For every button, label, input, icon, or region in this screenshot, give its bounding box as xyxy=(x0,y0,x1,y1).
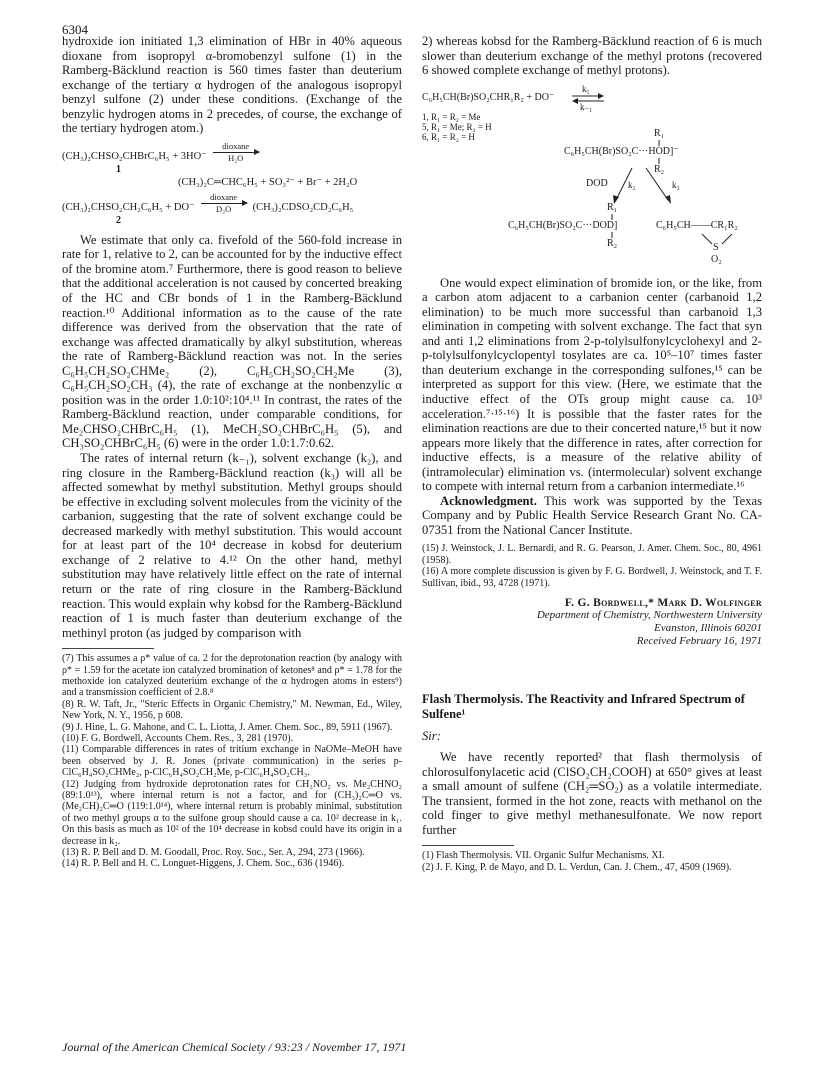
author-names: F. G. Bordwell,* Mark D. Wolfinger xyxy=(564,597,762,610)
footnote: (14) R. P. Bell and H. C. Longuet-Higgens, J. Chem. Soc., 636 (1946). xyxy=(62,858,345,870)
substituent-r2: R₂ xyxy=(607,237,618,249)
footnote-rule xyxy=(422,845,514,846)
left-column xyxy=(62,34,402,870)
rate-constant-k2: k₂ xyxy=(628,179,636,190)
affiliation-address: Evanston, Illinois 60201 xyxy=(654,622,762,635)
footnote: (10) F. G. Bordwell, Accounts Chem. Res., 3, 281 (1970). xyxy=(62,732,294,744)
salutation: Sir: xyxy=(422,729,441,744)
footnote: (8) R. W. Taft, Jr., "Steric Effects in Organic Chemistry," M. Newman, Ed., Wiley, New York, N. Y., 1956, p 608. xyxy=(62,698,402,722)
footnote: (15) J. Weinstock, J. L. Bernardi, and R. G. Pearson, J. Amer. Chem. Soc., 80, 4961 (1958). xyxy=(422,543,762,566)
carbanion-intermediate: C₆H₅CH(Br)SO₂C···HOD]⁻ xyxy=(564,145,679,157)
substituent-r2: R₂ xyxy=(654,163,665,175)
compound-number: 1 xyxy=(116,163,121,175)
rate-constant-k1: k₁ xyxy=(582,83,590,94)
reaction-scheme xyxy=(422,82,762,268)
equation-elimination xyxy=(62,142,402,227)
footnote: (16) A more complete discussion is given by F. G. Bordwell, J. Weinstock, and T. F. Sullivan, ibid., 93, 4728 (1971). xyxy=(422,566,762,589)
acknowledgment-heading: Acknowledgment. xyxy=(440,493,537,508)
body-paragraph: 2) whereas kobsd for the Ramberg-Bäcklund reaction of 6 is much slower than deuterium exchange of the methyl protons (recovered 6 showed complete exchange of methyl protons). xyxy=(422,34,762,78)
communication-title: Flash Thermolysis. The Reactivity and Infrared Spectrum of Sulfene¹ xyxy=(422,692,745,721)
body-paragraph: We have recently reported² that flash thermolysis of chlorosulfonylacetic acid (ClSO₂CH₂COOH) at 650° gives at least a small amount of sulfene (CH₂═SO₂) as a volatile intermediate. The transient, formed in the hot zone, reacts with methanol on the cold finger to give methyl methanesulfonate. We now report further xyxy=(422,750,762,837)
journal-footer: Journal of the American Chemical Society / 93:23 / November 17, 1971 xyxy=(62,1040,407,1054)
acknowledgment-text: This work was supported by the Texas Company and by Public Health Service Research Grant No. CA-07351 from the National Cancer Institute. xyxy=(422,493,763,537)
right-column xyxy=(422,34,762,873)
footnote-rule xyxy=(62,648,154,649)
equation-products: (CH₃)₂C═CHC₆H₅ + SO₃²⁻ + Br⁻ + 2H₂O xyxy=(178,176,358,188)
reaction-arrow xyxy=(213,142,259,163)
footnote: (2) J. F. King, P. de Mayo, and D. L. Verdun, Can. J. Chem., 47, 4509 (1969). xyxy=(422,861,732,873)
footnote: (13) R. P. Bell and D. M. Goodall, Proc. Roy. Soc., Ser. A, 294, 273 (1966). xyxy=(62,847,365,859)
compound-definition: 1, R₁ = R₂ = Me xyxy=(422,111,481,122)
rate-constant-k3: k₃ xyxy=(672,179,680,190)
received-date: Received February 16, 1971 xyxy=(636,635,762,648)
substituent-r1: R₁ xyxy=(607,201,618,213)
body-paragraph: The rates of internal return (k₋₁), solvent exchange (k₂), and ring closure in the Ramberg-Bäcklund reaction (k₃) will all be affected somewhat by methyl substitution. Methyl groups should be effective in excluding solvent molecules from the vicinity of the carbanion, suggesting that the rate of solvent exchange could be decreased markedly with methyl substitution. This would account for at least part of the 10⁴ decrease in kobsd for deuterium exchange of 2 relative to 4.¹² On the other hand, methyl substitution may have relatively little effect on the rate of internal return or the rate of ring closure in the Ramberg-Bäcklund reaction. This would explain why kobsd for the Ramberg-Bäcklund reaction of 1 is much faster than deuterium exchange of the methinyl proton (as judged by comparison with xyxy=(62,451,402,640)
footnote: (11) Comparable differences in rates of tritium exchange in NaOMe–MeOH have been observed by J. R. Jones (private communication) in the series p-ClC₆H₄SO₂CHMe₂, p-ClC₆H₄SO₂CH₂Me, p-ClC₆H₄SO₂CH₃. xyxy=(62,744,402,779)
footnote: (7) This assumes a ρ* value of ca. 2 for the deprotonation reaction (by analogy with ρ* = 1.59 for the acetate ion catalyzed bromination of ketones⁸ and ρ* = 1.78 for the methoxide ion catalyzed deuterium exchange of the α hydrogen atoms in esters⁹) and a transmission coefficient of 2.8.⁸ xyxy=(62,653,402,699)
body-paragraph: One would expect elimination of bromide ion, or the like, from a carbon atom adjacent to a carbanion center (carbanoid 1,2 elimination) to be much more successful than carbanoid 1,3 elimination in competing with solvent exchange. The fact that syn and anti 1,2 eliminations from 2-p-tolylsulfonylcyclohexyl and 2-p-tolylsulfonylcyclopentyl tosylates are ca. 10⁵–10⁷ times faster than deuterium exchange in the corresponding sulfones,¹⁵ can be interpreted as support for this view. (Here, we estimate that the inductive effect of the OTs group might cause ca. 10³ acceleration.⁷·¹⁵·¹⁶) It is possible that the faster rates for the elimination reactions are due to their concerted nature,¹⁵ but it now appears more likely that the difference in rates, after correction for inductive effects, is a measure of the relative ability of (intramolecular) elimination vs. (intermolecular) solvent exchange to compete with internal return from a carbanion intermediate.¹⁶ xyxy=(422,275,762,494)
arrow-label-below: H₂O xyxy=(228,152,244,163)
compound-definition: 5, R₁ = Me; R₂ = H xyxy=(422,121,492,132)
exchange-product: C₆H₅CH(Br)SO₂C···DOD] xyxy=(508,219,618,231)
scheme-reactant: C₆H₅CH(Br)SO₂CHR₁R₂ + DO⁻ xyxy=(422,91,555,103)
affiliation: Department of Chemistry, Northwestern University xyxy=(536,609,762,622)
equation-products: (CH₃)₂CDSO₂CD₂C₆H₅ xyxy=(252,201,354,213)
episulfone-product: C₆H₅CH——CR₁R₂ xyxy=(656,219,738,231)
arrow-label-below: D₂O xyxy=(215,203,232,214)
footnote: (12) Judging from hydroxide deprotonation rates for CH₃NO₂ vs. Me₂CHNO₂ (89:1.0¹³), where internal return is not a factor, and for (CH₃)₂C═O vs. (Me₂CH)₂C═O (119:1.0¹⁴), where internal return is probably minimal, substitution of two methyl groups α to the sulfone group should cause a ca. 10² decrease in k₁. On this basis as much as 10² of the 10⁴ decrease in kobsd could have its origin in a decrease in k₂. xyxy=(62,778,402,847)
equation-reactants: (CH₃)₂CHSO₂CHBrC₆H₅ + 3HO⁻ xyxy=(62,150,207,162)
arrow-label-above: dioxane xyxy=(222,140,250,151)
sulfur-atom: S xyxy=(713,241,719,253)
compound-definition: 6, R₁ = R₂ = H xyxy=(422,131,475,142)
equation-reactants: (CH₃)₂CHSO₂CH₂C₆H₅ + DO⁻ xyxy=(62,201,195,213)
acknowledgment xyxy=(422,494,762,538)
rate-constant-k-1: k₋₁ xyxy=(580,101,593,112)
page-number: 6304 xyxy=(62,22,88,37)
compound-number: 2 xyxy=(116,214,121,226)
reaction-arrow xyxy=(201,193,247,214)
sulfone-oxygens: O₂ xyxy=(711,253,722,265)
substituent-r1: R₁ xyxy=(654,127,665,139)
arrow-label-above: dioxane xyxy=(210,191,238,202)
reagent-dod: DOD xyxy=(586,177,608,189)
footnote: (9) J. Hine, L. G. Mahone, and C. L. Liotta, J. Amer. Chem. Soc., 89, 5911 (1967). xyxy=(62,721,393,733)
body-paragraph: We estimate that only ca. fivefold of the 560-fold increase in rate for 1, relative to 2, can be accounted for by the inductive effect of the bromine atom.⁷ Furthermore, there is good reason to believe that the additional acceleration is not caused by concerted breaking of the HC and CBr bonds of 1 in the Ramberg-Bäcklund reaction.¹⁰ Additional information as to the cause of the rate difference was derived from the observation that the rate of exchange was affected dramatically by alkyl substitution, whereas the rate of Ramberg-Bäcklund reaction was not. In the series C₆H₅CH₂SO₂CHMe₂ (2), C₆H₅CH₂SO₂CH₂Me (3), C₆H₅CH₂SO₂CH₃ (4), the rate of exchange at the nonbenzylic α position was in the order 1.0:10²:10⁴.¹¹ In contrast, the rates of the Ramberg-Bäcklund reaction, under comparable conditions, for Me₂CHSO₂CHBrC₆H₅ (1), MeCH₂SO₂CHBrC₆H₅ (5), and CH₃SO₂CHBrC₆H₅ (6) were in the order 1.0:1.7:0.62. xyxy=(62,232,402,451)
footnote: (1) Flash Thermolysis. VII. Organic Sulfur Mechanisms. XI. xyxy=(422,850,665,862)
body-paragraph: hydroxide ion initiated 1,3 elimination of HBr in 40% aqueous dioxane from isopropyl α-bromobenzyl sulfone (1) in the Ramberg-Bäcklund reaction is 560 times faster than deuterium exchange of the tertiary α hydrogen of the analogous isopropyl benzyl sulfone (2) under these conditions. (Exchange of the benzylic hydrogen atoms in 2 precedes, of course, the exchange of the tertiary hydrogen atom.) xyxy=(62,34,402,136)
